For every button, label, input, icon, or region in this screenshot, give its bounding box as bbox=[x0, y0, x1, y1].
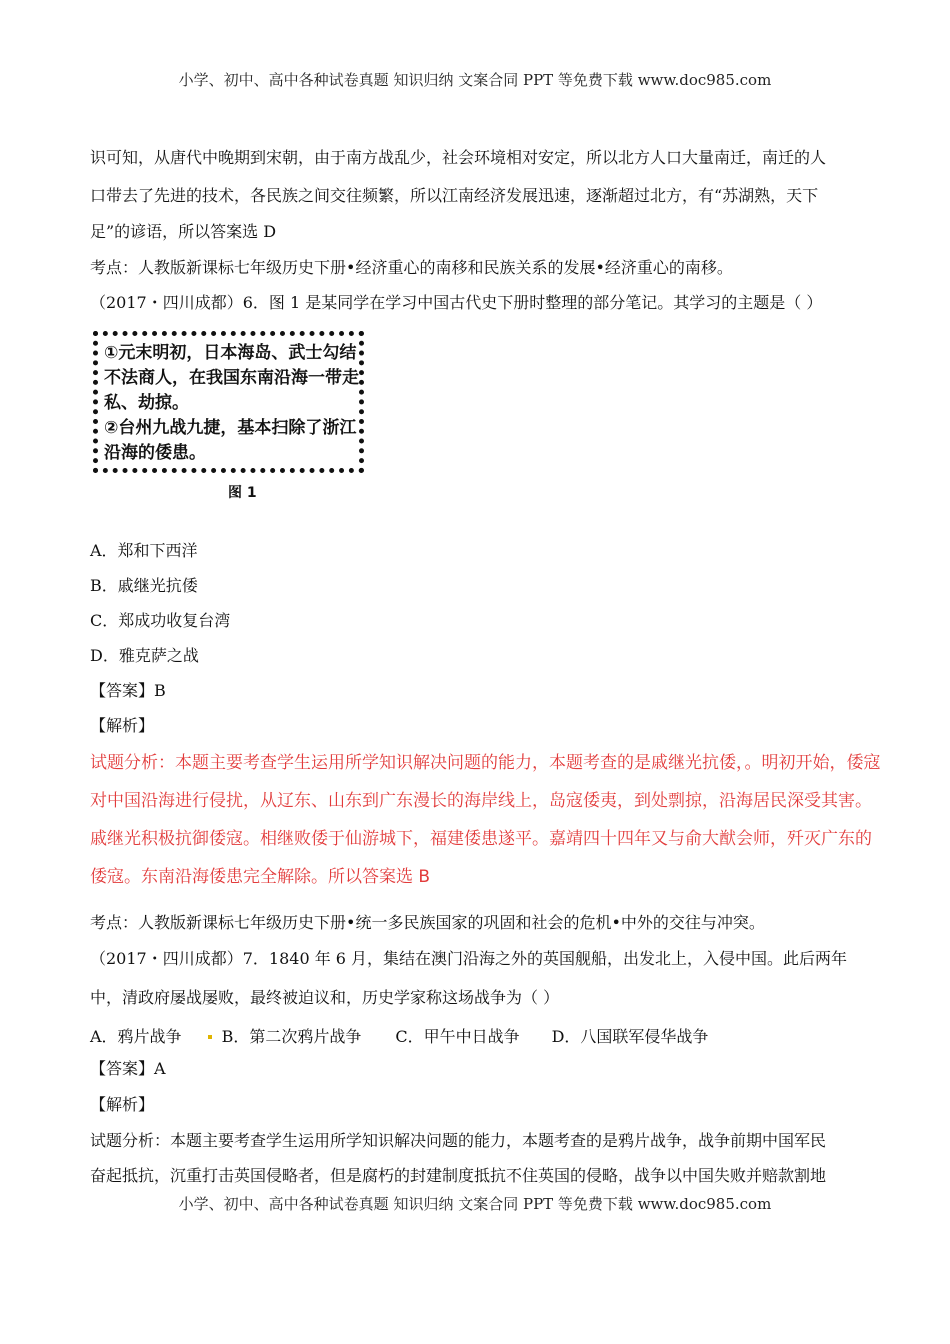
q5-text-line: 识可知，从唐代中晚期到宋朝，由于南方战乱少，社会环境相对安定，所以北方人口大量南迁，南迁的人 bbox=[90, 148, 827, 167]
q6-analysis-line: 戚继光积极抗御倭寇。相继败倭于仙游城下，福建倭患遂平。嘉靖四十四年又与俞大猷会师，歼灭广东的 bbox=[90, 829, 872, 849]
q5-kaodian: 考点：人教版新课标七年级历史下册•经济重心的南移和民族关系的发展•经济重心的南移。 bbox=[90, 258, 733, 277]
figure-note-line: 不法商人，在我国东南沿海一带走 bbox=[104, 368, 359, 388]
q7-analysis-line: 试题分析：本题主要考查学生运用所学知识解决问题的能力，本题考查的是鸦片战争，战争前期中国军民 bbox=[90, 1131, 827, 1150]
q7-analysis-line: 奋起抵抗，沉重打击英国侵略者，但是腐朽的封建制度抵抗不住英国的侵略，战争以中国失败并赔款割地 bbox=[90, 1166, 827, 1185]
stray-mark bbox=[208, 1035, 212, 1039]
q6-analysis-label: 【解析】 bbox=[90, 716, 155, 735]
q6-option-c: C．郑成功收复台湾 bbox=[90, 611, 231, 630]
page-footer: 小学、初中、高中各种试卷真题 知识归纳 文案合同 PPT 等免费下载 www.doc985.com bbox=[178, 1195, 772, 1213]
q6-option-a: A．郑和下西洋 bbox=[90, 541, 198, 560]
q7-option-a: A．鸦片战争 bbox=[90, 1027, 182, 1046]
q6-analysis-line: 试题分析：本题主要考查学生运用所学知识解决问题的能力，本题考查的是戚继光抗倭，。明初开始，倭寇 bbox=[90, 753, 881, 773]
q7-analysis-label: 【解析】 bbox=[90, 1095, 155, 1114]
figure-note-line: ②台州九战九捷，基本扫除了浙江 bbox=[104, 418, 357, 438]
figure-note-line: 沿海的倭患。 bbox=[104, 443, 206, 463]
figure-note-line: ①元末明初，日本海岛、武士勾结 bbox=[104, 343, 357, 363]
figure-1-notes bbox=[104, 341, 364, 466]
q6-kaodian: 考点：人教版新课标七年级历史下册•统一多民族国家的巩固和社会的危机•中外的交往与冲突。 bbox=[90, 913, 765, 932]
q7-answer: 【答案】A bbox=[90, 1059, 166, 1078]
q6-analysis-line: 倭寇。东南沿海倭患完全解除。所以答案选 B bbox=[90, 867, 431, 887]
q7-option-c: C．甲午中日战争 bbox=[395, 1027, 520, 1046]
q7-option-d: D．八国联军侵华战争 bbox=[551, 1027, 709, 1046]
q5-text-line: 口带去了先进的技术，各民族之间交往频繁，所以江南经济发展迅速，逐渐超过北方，有“苏湖熟，天下 bbox=[90, 186, 819, 205]
q6-option-d: D．雅克萨之战 bbox=[90, 646, 199, 665]
figure-caption: 图 1 bbox=[228, 485, 257, 501]
q7-stem-line: 中，清政府屡战屡败，最终被迫议和，历史学家称这场战争为（ ） bbox=[90, 988, 560, 1007]
q6-stem: （2017・四川成都）6．图 1 是某同学在学习中国古代史下册时整理的部分笔记。其学习的主题是（ ） bbox=[90, 293, 823, 312]
figure-note-line: 私、劫掠。 bbox=[104, 393, 189, 413]
q6-answer: 【答案】B bbox=[90, 681, 166, 700]
q5-text-line: 足”的谚语，所以答案选 D bbox=[90, 222, 277, 241]
q7-option-b: B．第二次鸦片战争 bbox=[221, 1027, 362, 1046]
q7-stem-line: （2017・四川成都）7．1840 年 6 月，集结在澳门沿海之外的英国舰船，出发北上，入侵中国。此后两年 bbox=[90, 949, 848, 968]
q7-options bbox=[90, 1024, 708, 1047]
q6-analysis-line: 对中国沿海进行侵扰，从辽东、山东到广东漫长的海岸线上，岛寇倭夷，到处剽掠，沿海居民深受其害。 bbox=[90, 791, 872, 811]
page-header: 小学、初中、高中各种试卷真题 知识归纳 文案合同 PPT 等免费下载 www.doc985.com bbox=[178, 71, 772, 89]
q6-option-b: B．戚继光抗倭 bbox=[90, 576, 198, 595]
